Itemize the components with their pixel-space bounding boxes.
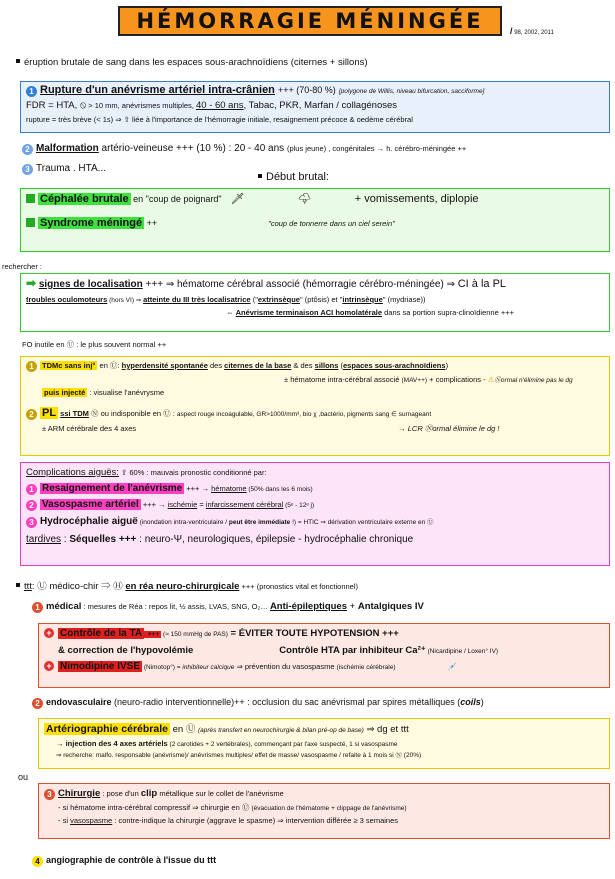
intro-line: éruption brutale de sang dans les espaces sous-arachnoïdiens (citernes + sillons): [16, 57, 368, 69]
number-4-icon: 4: [32, 856, 43, 867]
clinical-box: Céphalée brutale en "coup de poignard" 🗡 🌩 + vomissements, diplopie Syndrome méningé ++ "coup de tonnerre dans un ciel serein": [20, 188, 610, 252]
endo-line: 2 endovasculaire (neuro-radio interventionnelle)++ : occlusion du sac anévrismal par spires métalliques (coils): [32, 697, 484, 709]
ttt-line: ttt: Ⓤ médico-chir ⇒ Ⓗ en réa neuro-chirurgicale +++ (pronostics vital et fonctionnel): [16, 581, 358, 593]
debut-label: Début brutal:: [258, 171, 329, 185]
year-note: / 98, 2002, 2011: [510, 26, 554, 36]
number-1-icon: 1: [26, 484, 37, 495]
or-label: ou: [18, 772, 29, 782]
plus-icon: +: [44, 628, 54, 638]
dagger-icon: 🗡: [230, 193, 245, 205]
green-square-icon: [26, 194, 35, 203]
number-2-icon: 2: [22, 144, 33, 155]
arteriography-box: Artériographie cérébrale en Ⓤ (après transfert en neurochirurgie & bilan pré-op de base) ⇒ dg et ttt → injection des 4 axes artériels (2 carotides + 2 vertébrales), commençant par l'axe suspecté, 1 si vasospasme ⇒ recherche: malfo. responsable (anévrisme)/ anévrismes multiples/ effet de masse/ vasospasme / refaite à 1 mois si Ⓝ (20%): [38, 718, 610, 769]
cause-aneurysm-box: 1 Rupture d'un anévrisme artériel intra-crânien +++ (70-80 %) [polygone de Willis, niveau bifurcation, sacciforme] FDR = HTA, ⦸ > 10 mm, anévrismes multiples, 40 - 60 ans, Tabac, PKR, Marfan / collagénoses rupture = très brève (< 1s) ⇒ ⇧ liée à l'importance de l'hémorragie initiale, resaignement précoce & oedème cérébral: [20, 81, 610, 133]
number-2-icon: 2: [26, 409, 37, 420]
number-3-icon: 3: [44, 789, 55, 800]
bullet-icon: [16, 583, 20, 587]
plus-icon: +: [44, 661, 54, 671]
angio-line: 4 angiographie de contrôle à l'issue du ttt: [32, 855, 216, 867]
green-square-icon: [26, 218, 35, 227]
bullet-icon: [16, 59, 20, 63]
fo-note: FO inutile en Ⓤ : le plus souvent normal ++: [22, 340, 167, 349]
number-3-icon: 3: [26, 517, 37, 528]
number-1-icon: 1: [32, 602, 43, 613]
syringe-icon: 💉: [447, 662, 457, 672]
page-title: HÉMORRAGIE MÉNINGÉE: [118, 6, 502, 36]
bullet-icon: [258, 174, 262, 178]
number-2-icon: 2: [26, 500, 37, 511]
green-arrow-icon: ➡: [26, 276, 37, 290]
ta-box: + Contrôle de la TA +++ (≈ 150 mmHg de PAS) = ÉVITER TOUTE HYPOTENSION +++ & correction de l'hypovolémie Contrôle HTA par inhibiteur Ca²⁺ (Nicardipine / Loxen° IV) + Nimodipine IVSE (Nimotop°) = inhibiteur calcique ⇒ prévention du vasospasme (ischémie cérébrale) 💉: [38, 623, 610, 688]
complications-box: Complications aiguës: ⇧ 60% : mauvais pronostic conditionné par: 1 Resaignement de l'anévrisme +++ → hématome (50% dans les 6 mois) 2 Vasospasme artériel +++ → ischémie = infarcissement cérébral (5ᵉ - 12ᵉ j) 3 Hydrocéphalie aiguë (inondation intra-ventriculaire / peut être immédiate !) = HTIC ⇒ dérivation ventriculaire externe en Ⓤ tardives : Séquelles +++ : neuro-Ψ, neurologiques, épilepsie - hydrocéphalie chronique: [20, 462, 610, 566]
rechercher-label: rechercher :: [2, 262, 43, 271]
number-1-icon: 1: [26, 361, 37, 372]
surgery-box: 3 Chirurgie : pose d'un clip métallique sur le collet de l'anévrisme - si hématome intra-cérébral compressif ⇒ chirurgie en Ⓤ (évacuation de l'hématome + clippage de l'anévrisme) - si vasospasme : contre-indique la chirurgie (aggrave le spasme) ⇒ intervention différée ≥ 3 semaines: [38, 783, 610, 839]
number-2-icon: 2: [32, 698, 43, 709]
number-1-icon: 1: [26, 86, 37, 97]
cause-trauma: 3 Trauma . HTA...: [22, 163, 106, 176]
localisation-box: ➡ signes de localisation +++ ⇒ hématome cérébral associé (hémorragie cérébro-méningée) ⇒ CI à la PL troubles oculomoteurs (hors VI) ⇒ atteinte du III très localisatrice ("extrinsèque" (ptôsis) et "intrinsèque" (mydriase)) ⇔ Anévrisme terminaison ACI homolatérale dans sa portion supra-clinoïdienne +++: [20, 273, 610, 332]
cause-malformation: 2 Malformation artério-veineuse +++ (10 %) : 20 - 40 ans (plus jeune) , congénitales → h. cérébro-méningée ++: [22, 143, 466, 156]
storm-cloud-icon: 🌩: [297, 193, 312, 205]
number-3-icon: 3: [22, 164, 33, 175]
diameter-icon: ⦸: [79, 99, 87, 111]
medical-line: 1 médical : mesures de Réa : repos lit, ½ assis, LVAS, SNG, O₂… Anti-épileptiques + Antalgiques IV: [32, 601, 424, 613]
exam-box: 1 TDMc sans inj° en Ⓤ: hyperdensité spontanée des citernes de la base & des sillons (espaces sous-arachnoïdiens) ± hématome intra-cérébral associé (MAV++) + complications - ⚠Ⓝormal n'élimine pas le dg puis injecté : visualise l'anévrysme 2 PL ssi TDM Ⓝ ou indisponible en Ⓤ : aspect rouge incoagulable, GR>1000/mm³, bio χ ,bactério, pigments sang ∈ surnageant ± ARM cérébrale des 4 axes → LCR Ⓝormal élimine le dg !: [20, 356, 610, 456]
warning-icon: ⚠: [487, 375, 495, 384]
